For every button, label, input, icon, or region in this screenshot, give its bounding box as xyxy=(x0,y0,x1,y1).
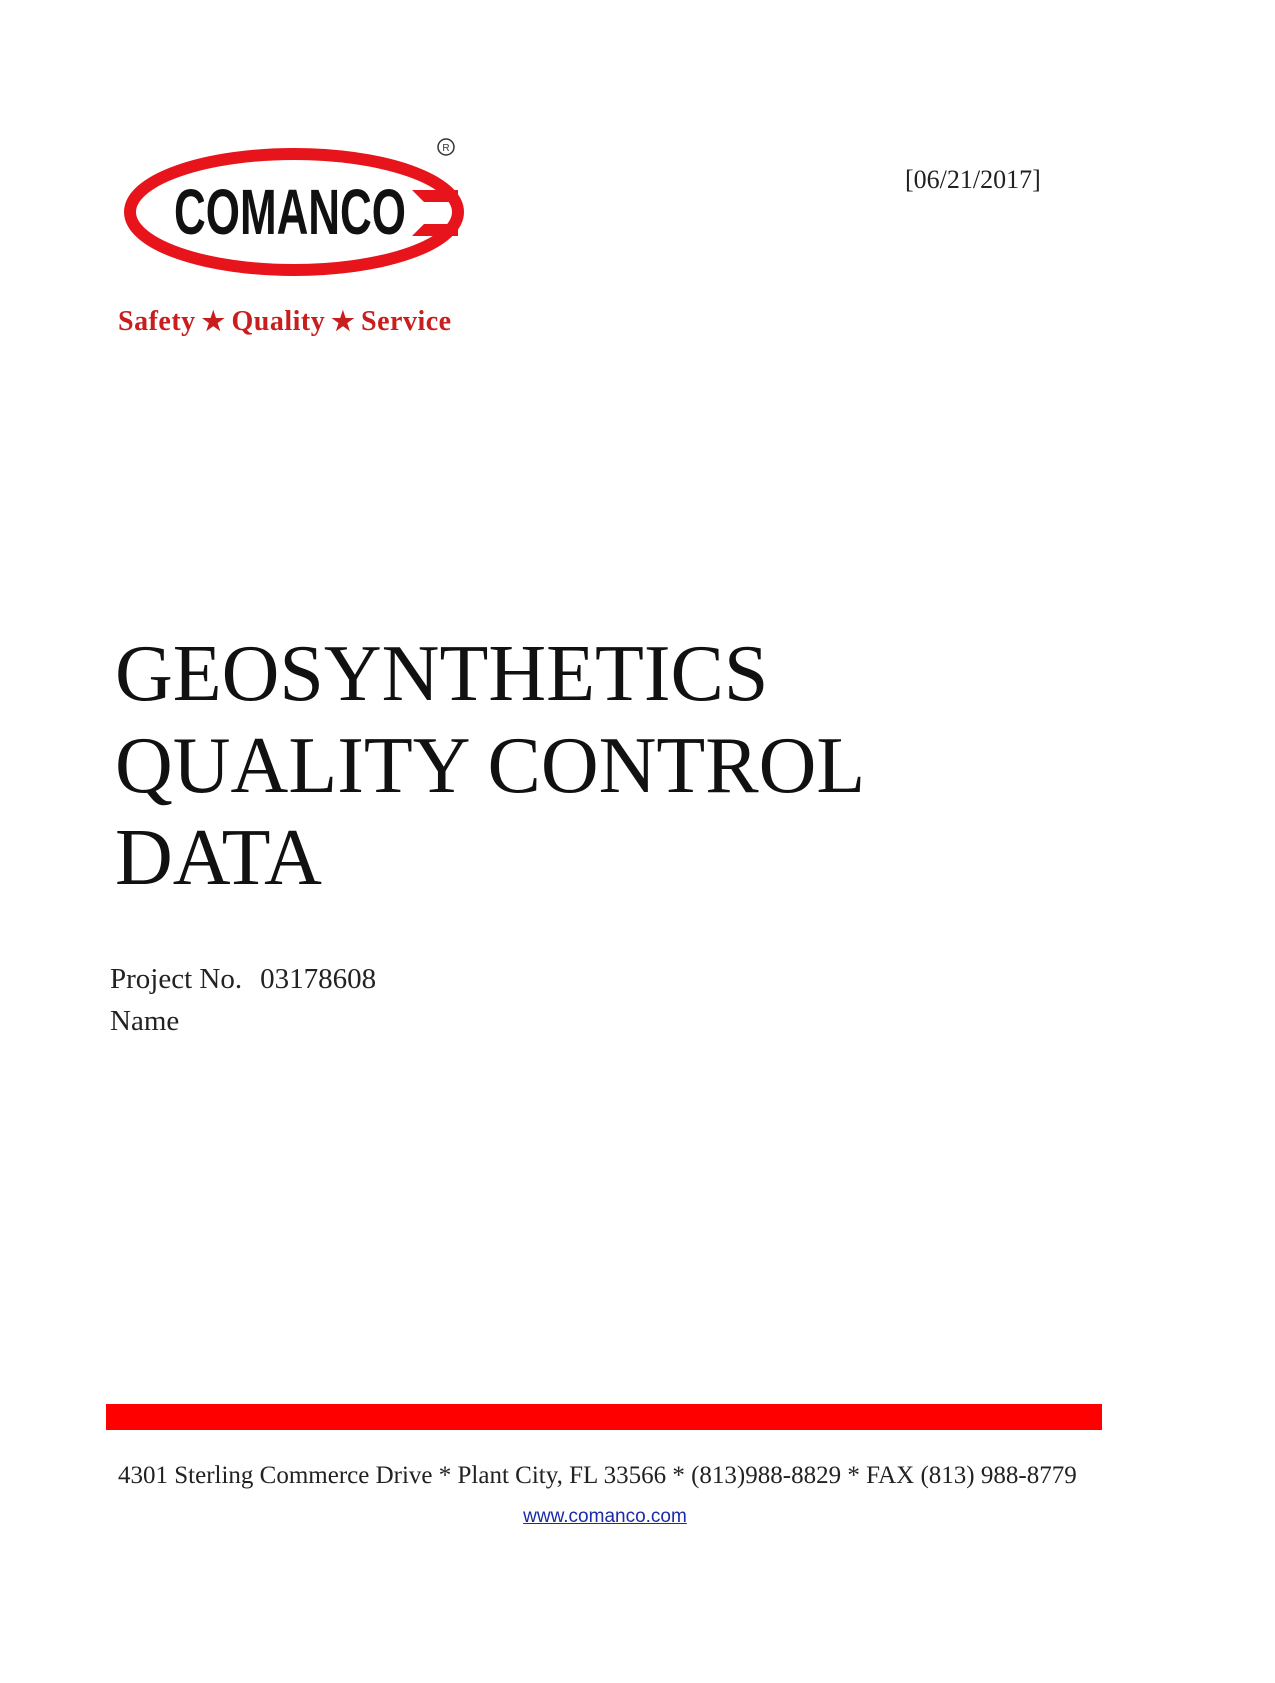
document-title xyxy=(115,628,865,904)
comanco-logo-mark xyxy=(112,128,512,298)
company-address: 4301 Sterling Commerce Drive * Plant City, FL 33566 * (813)988-8829 * FAX (813) 988-8779 xyxy=(118,1462,1077,1489)
logo-wordmark: COMANCO xyxy=(174,176,406,248)
tagline-service: Service xyxy=(361,306,452,337)
logo-c-lower-notch xyxy=(412,224,458,236)
document-date: [06/21/2017] xyxy=(905,165,1041,194)
project-number-label: Project No. xyxy=(110,963,243,995)
star-icon: ★ xyxy=(331,307,356,336)
registered-mark-letter: R xyxy=(442,143,450,154)
star-icon: ★ xyxy=(201,307,226,336)
website-link[interactable]: www.comanco.com xyxy=(523,1506,687,1527)
title-line-2: QUALITY CONTROL xyxy=(115,722,866,810)
tagline-quality: Quality xyxy=(231,306,326,337)
title-line-1: GEOSYNTHETICS xyxy=(115,630,769,718)
project-name-label: Name xyxy=(110,1005,180,1037)
title-line-3: DATA xyxy=(115,814,322,902)
footer-divider-bar xyxy=(106,1404,1102,1430)
project-number-row xyxy=(110,958,376,1000)
logo-c-upper-notch xyxy=(412,190,458,202)
project-number-value: 03178608 xyxy=(260,963,377,995)
project-info xyxy=(110,958,376,1042)
logo-tagline xyxy=(118,306,452,338)
tagline-safety: Safety xyxy=(118,306,196,337)
company-logo xyxy=(112,128,512,358)
